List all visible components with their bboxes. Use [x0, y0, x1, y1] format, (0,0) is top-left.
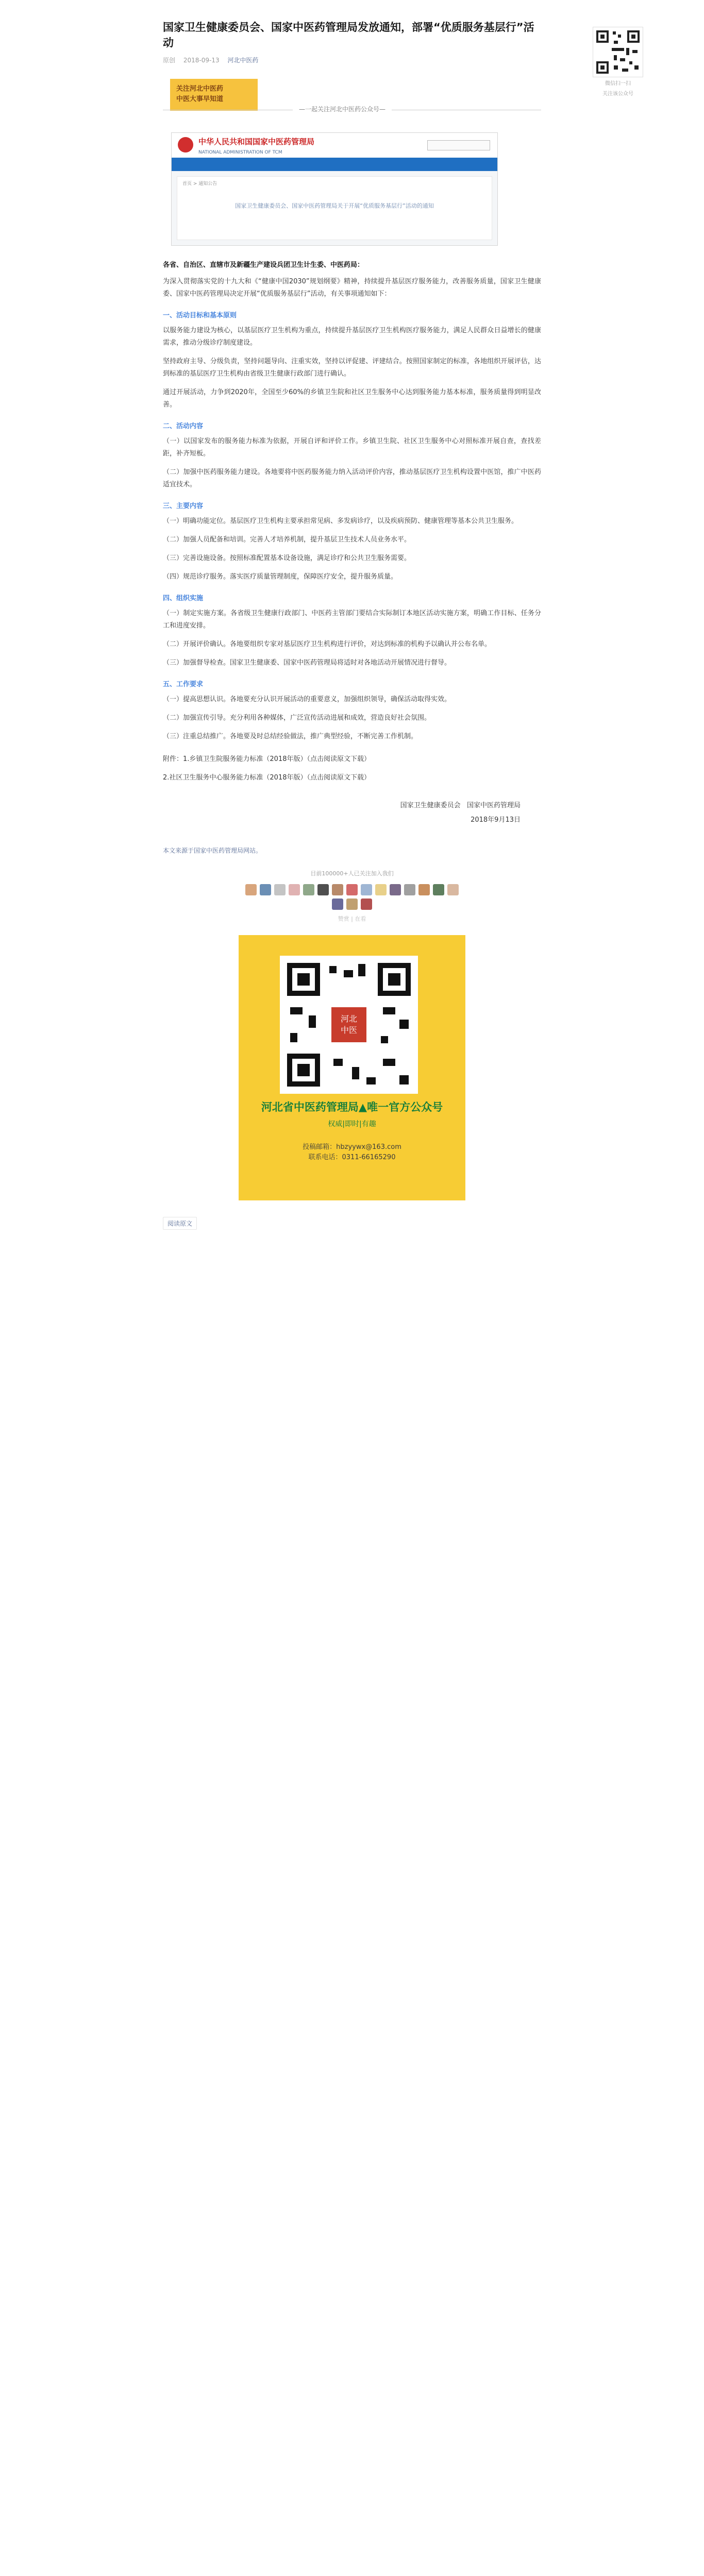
promo-slogan: 权威|即时|有趣 [328, 1120, 376, 1128]
promo-phone: 联系电话：0311-66165290 [308, 1154, 396, 1161]
avatar [375, 884, 387, 895]
section-paragraph: （二）加强宣传引导。充分利用各种媒体，广泛宣传活动进展和成效，营造良好社会氛围。 [163, 714, 431, 722]
account-name-link[interactable]: 河北中医药 [227, 57, 259, 64]
section-5 [163, 679, 541, 743]
section-paragraph: （三）完善设施设备。按照标准配置基本设备设施，满足诊疗和公共卫生服务需要。 [163, 554, 411, 562]
promo-contact [239, 1142, 465, 1163]
signature-date: 2018年9月13日 [471, 816, 521, 824]
promo-qr-code [280, 956, 418, 1094]
promo-card [239, 935, 465, 1200]
signature-org-2: 国家中医药管理局 [466, 802, 521, 809]
signature-org-1: 国家卫生健康委员会 [400, 802, 461, 809]
sidebar-qr[interactable] [588, 27, 648, 98]
read-original-link[interactable]: 阅读原文 [163, 1217, 197, 1230]
section-paragraph: （一）制定实施方案。各省级卫生健康行政部门、中医药主管部门要结合实际制订本地区活动实施方案，明确工作目标、任务分工和进度安排。 [163, 609, 541, 630]
banner-tag [170, 79, 258, 111]
qr-code-image [593, 27, 643, 77]
avatar [245, 884, 257, 895]
reward-section [163, 869, 541, 923]
section-paragraph: （一）明确功能定位。基层医疗卫生机构主要承担常见病、多发病诊疗，以及疾病预防、健康管理等基本公共卫生服务。 [163, 517, 518, 525]
section-paragraph: （一）以国家发布的服务能力标准为依据，开展自评和评价工作。乡镇卫生院、社区卫生服务中心对照标准开展自查，查找差距，补齐短板。 [163, 437, 541, 457]
section-paragraph: 通过开展活动，力争到2020年，全国至少60%的乡镇卫生院和社区卫生服务中心达到服务能力基本标准，服务质量得到明显改善。 [163, 388, 541, 409]
site-name: 中华人民共和国国家中医药管理局 [198, 137, 315, 146]
site-notice-title: 国家卫生健康委员会、国家中医药管理局关于开展“优质服务基层行”活动的通知 [235, 202, 434, 209]
section-paragraph: （三）注重总结推广。各地要及时总结经验做法，推广典型经验，不断完善工作机制。 [163, 733, 418, 740]
section-heading: 三、主要内容 [163, 502, 204, 510]
lead-paragraph: 为深入贯彻落实党的十九大和《“健康中国2030”规划纲要》精神，持续提升基层医疗服务能力，改善服务质量，国家卫生健康委、国家中医药管理局决定开展“优质服务基层行”活动，有关事项通知如下： [163, 278, 541, 298]
avatar [260, 884, 271, 895]
avatar [404, 884, 415, 895]
site-content [177, 176, 492, 240]
banner-tag-line2: 中医大事早知道 [176, 95, 224, 103]
section-paragraph: （三）加强督导检查。国家卫生健康委、国家中医药管理局将适时对各地活动开展情况进行督导。 [163, 659, 451, 667]
like-bar[interactable]: 赞赏 | 在看 [338, 916, 366, 922]
attachment-2[interactable]: 2.社区卫生服务中心服务能力标准（2018年版）（点击阅读原文下载） [163, 774, 371, 782]
source-note-link[interactable]: 本文来源于国家中医药管理局网站。 [163, 847, 262, 854]
avatar [332, 884, 343, 895]
section-paragraph: 以服务能力建设为核心，以基层医疗卫生机构为重点，持续提升基层医疗卫生机构医疗服务能力，满足人民群众日益增长的健康需求，推动分级诊疗制度建设。 [163, 327, 541, 347]
section-heading: 五、工作要求 [163, 681, 204, 688]
section-paragraph: （二）加强人员配备和培训。完善人才培养机制，提升基层卫生技术人员业务水平。 [163, 536, 411, 544]
site-nav-bar [172, 160, 497, 171]
section-4 [163, 592, 541, 669]
section-3 [163, 500, 541, 583]
avatar [447, 884, 459, 895]
avatar [418, 884, 430, 895]
section-heading: 二、活动内容 [163, 422, 204, 430]
site-header [172, 133, 497, 160]
attachment-1[interactable]: 附件：1.乡镇卫生院服务能力标准（2018年版）（点击阅读原文下载） [163, 755, 371, 763]
section-1 [163, 310, 541, 411]
svg-text:中医: 中医 [340, 1025, 358, 1035]
avatar [346, 884, 358, 895]
embedded-website-screenshot [171, 132, 498, 246]
avatar-list [244, 883, 460, 911]
avatar [361, 899, 372, 910]
site-breadcrumb: 首页 > 通知公告 [182, 181, 217, 187]
banner-follow-text: —一起关注河北中医药公众号— [293, 105, 392, 113]
section-paragraph: 坚持政府主导、分级负责，坚持问题导向、注重实效，坚持以评促建、评建结合。按照国家制定的标准，各地组织开展评估，达到标准的基层医疗卫生机构由省级卫生健康行政部门进行确认。 [163, 358, 541, 378]
avatar [361, 884, 372, 895]
svg-text:河北: 河北 [340, 1014, 358, 1024]
publish-date: 2018-09-13 [183, 57, 220, 64]
follow-banner [163, 76, 541, 119]
follower-count: 目前100000+人已关注加入我们 [310, 870, 394, 877]
avatar [274, 884, 286, 895]
section-paragraph: （一）提高思想认识。各地要充分认识开展活动的重要意义，加强组织领导，确保活动取得实效。 [163, 696, 451, 703]
avatar [317, 884, 329, 895]
avatar [346, 899, 358, 910]
avatar [433, 884, 444, 895]
article-title: 国家卫生健康委员会、国家中医药管理局发放通知，部署“优质服务基层行”活动 [163, 21, 534, 49]
original-badge: 原创 [163, 57, 176, 64]
lead-heading: 各省、自治区、直辖市及新疆生产建设兵团卫生计生委、中医药局： [163, 261, 364, 269]
avatar [390, 884, 401, 895]
national-emblem-icon [178, 137, 193, 152]
qr-caption: 微信扫一扫 [605, 81, 631, 87]
section-paragraph: （二）开展评价确认。各地要组织专家对基层医疗卫生机构进行评价，对达到标准的机构予以确认并公布名单。 [163, 640, 492, 648]
signature-block [163, 800, 521, 826]
site-subtitle: NATIONAL ADMINISTRATION OF TCM [198, 150, 282, 155]
avatar [289, 884, 300, 895]
article-body [163, 20, 541, 1230]
avatar [332, 899, 343, 910]
promo-title: 河北省中医药管理局▲唯一官方公众号 [261, 1101, 443, 1113]
article-meta [163, 56, 541, 64]
banner-tag-line1: 关注河北中医药 [176, 85, 224, 93]
site-search-box [427, 140, 490, 150]
qr-caption-2: 关注该公众号 [602, 91, 633, 97]
avatar [303, 884, 314, 895]
section-heading: 一、活动目标和基本原则 [163, 312, 237, 319]
section-2 [163, 420, 541, 491]
section-paragraph: （二）加强中医药服务能力建设。各地要将中医药服务能力纳入活动评价内容，推动基层医疗卫生机构设置中医馆，推广中医药适宜技术。 [163, 468, 541, 488]
footer [163, 1217, 541, 1230]
section-paragraph: （四）规范诊疗服务。落实医疗质量管理制度，保障医疗安全，提升服务质量。 [163, 573, 398, 581]
section-heading: 四、组织实施 [163, 595, 204, 602]
promo-email: 投稿邮箱：hbzyywx@163.com [303, 1143, 401, 1151]
